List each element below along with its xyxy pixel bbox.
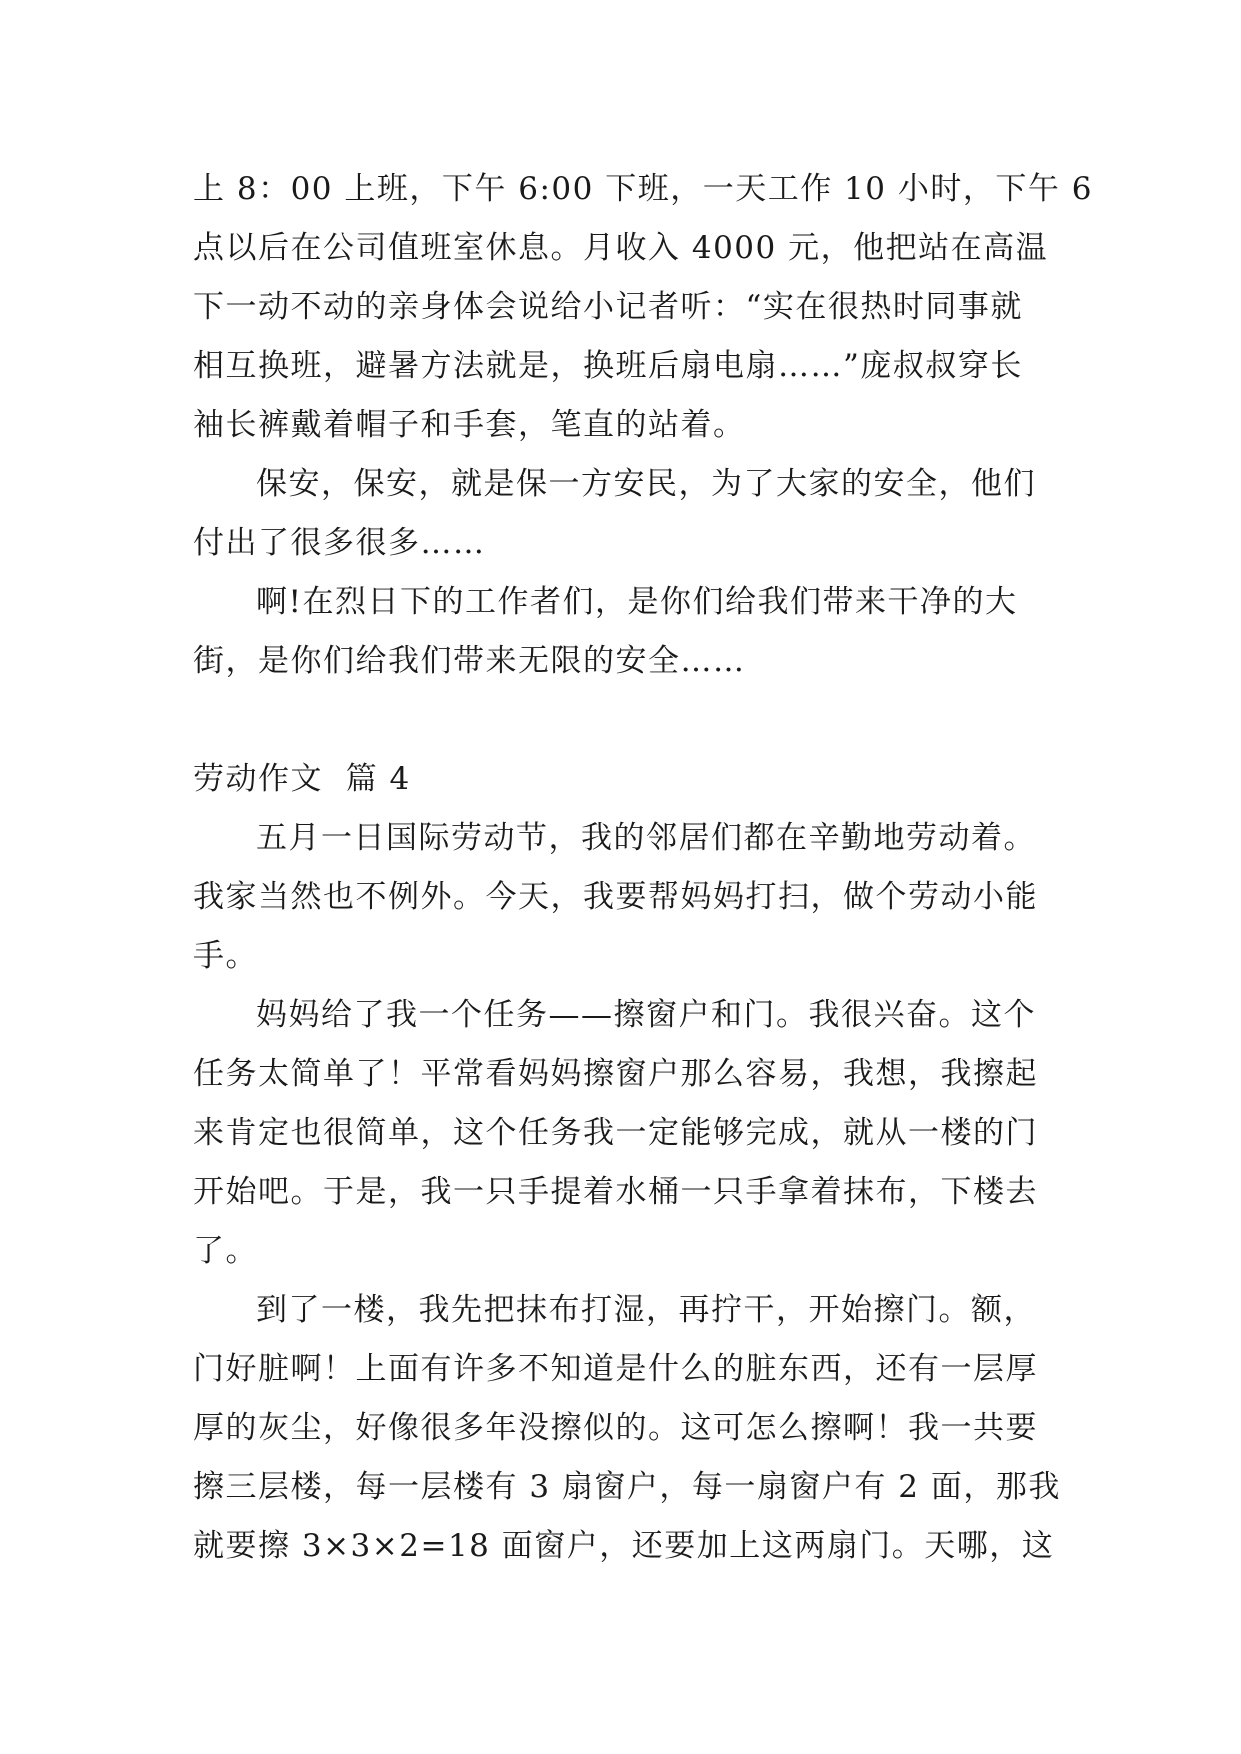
essay-paragraph-2 — [193, 986, 1053, 1281]
text-line: 点以后在公司值班室休息。月收入 4000 元，他把站在高温 — [193, 230, 1049, 266]
text-line: 我家当然也不例外。今天，我要帮妈妈打扫，做个劳动小能 — [193, 879, 1038, 915]
closing-paragraph — [193, 573, 1053, 691]
text-line: 上 8：00 上班，下午 6:00 下班，一天工作 10 小时，下午 6 — [193, 171, 1093, 207]
text-line: 了。 — [193, 1233, 258, 1269]
text-line: 到了一楼，我先把抹布打湿，再拧干，开始擦门。额， — [256, 1292, 1036, 1328]
text-line: 啊!在烈日下的工作者们，是你们给我们带来干净的大 — [256, 584, 1018, 620]
text-line: 相互换班，避暑方法就是，换班后扇电扇……”庞叔叔穿长 — [193, 348, 1023, 384]
text-line: 擦三层楼，每一层楼有 3 扇窗户，每一扇窗户有 2 面，那我 — [193, 1469, 1061, 1505]
text-line: 下一动不动的亲身体会说给小记者听：“实在很热时同事就 — [193, 289, 1023, 325]
text-line: 就要擦 3×3×2=18 面窗户，还要加上这两扇门。天哪，这 — [193, 1528, 1055, 1564]
essay-paragraph-3 — [193, 1281, 1061, 1576]
security-paragraph — [193, 455, 1053, 573]
essay-paragraph-1 — [193, 809, 1053, 986]
section-gap — [193, 691, 1053, 750]
text-line: 五月一日国际劳动节，我的邻居们都在辛勤地劳动着。 — [256, 820, 1036, 856]
text-line: 门好脏啊！上面有许多不知道是什么的脏东西，还有一层厚 — [193, 1351, 1038, 1387]
text-line: 街，是你们给我们带来无限的安全…… — [193, 643, 746, 679]
text-line: 厚的灰尘，好像很多年没擦似的。这可怎么擦啊！我一共要 — [193, 1410, 1038, 1446]
continuation-paragraph — [193, 160, 1093, 455]
text-line: 妈妈给了我一个任务——擦窗户和门。我很兴奋。这个 — [256, 997, 1036, 1033]
text-line: 来肯定也很简单，这个任务我一定能够完成，就从一楼的门 — [193, 1115, 1038, 1151]
text-line: 保安，保安，就是保一方安民，为了大家的安全，他们 — [256, 466, 1036, 502]
text-line: 手。 — [193, 938, 258, 974]
text-line: 开始吧。于是，我一只手提着水桶一只手拿着抹布，下楼去 — [193, 1174, 1038, 1210]
text-line: 付出了很多很多…… — [193, 525, 486, 561]
section-title: 劳动作文 篇 4 — [193, 761, 411, 797]
document-page — [193, 160, 1093, 1576]
text-line: 袖长裤戴着帽子和手套，笔直的站着。 — [193, 407, 746, 443]
text-line: 任务太简单了！平常看妈妈擦窗户那么容易，我想，我擦起 — [193, 1056, 1038, 1092]
